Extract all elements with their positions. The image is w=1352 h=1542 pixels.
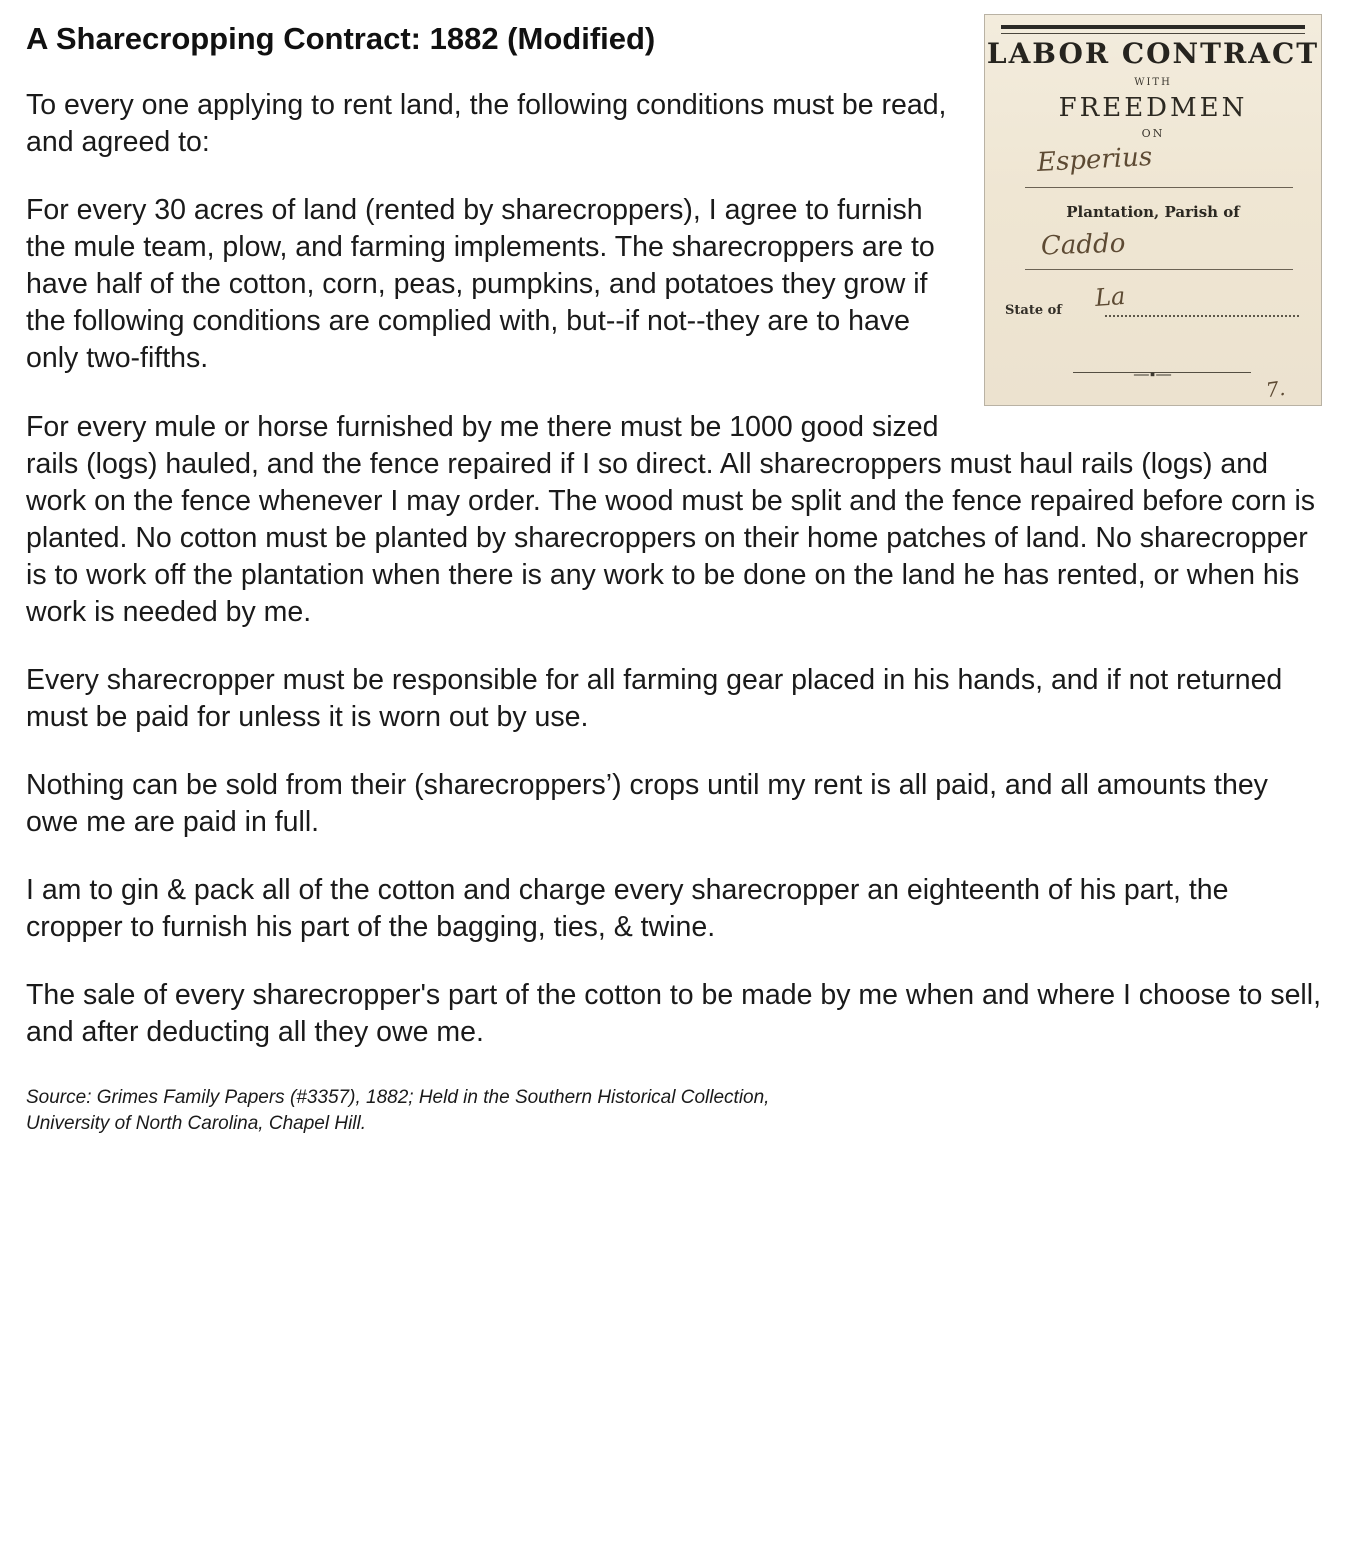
- paragraph-crop-sales: Nothing can be sold from their (sharecroppers’) crops until my rent is all paid, and all amounts they owe me are paid in full.: [26, 768, 1268, 838]
- paragraph-cotton-sale: The sale of every sharecropper's part of the cotton to be made by me when and where I choose to sell, and after deducting all they owe me.: [26, 979, 1321, 1049]
- contract-handwriting-state: La: [1094, 281, 1127, 313]
- paragraph-rails-and-fence: For every mule or horse furnished by me there must be 1000 good sized rails (logs) hauled, and the fence repaired if I so direct. All sharecroppers must haul rails (logs) and work on the fence whenever I may order. The wood must be split and the fence repaired before corn is planted. No cotton must be planted by sharecroppers on their home patches of land. No sharecropper is to work off the plantation when there is any work to be done on the land he has rented, or when his work is needed by me.: [26, 410, 1316, 628]
- contract-state-label: State of: [1005, 303, 1062, 318]
- contract-rule-2: [1025, 269, 1293, 270]
- paragraph-farming-gear: Every sharecropper must be responsible for all farming gear placed in his hands, and if not returned must be paid for unless it is worn out by use.: [26, 663, 1283, 733]
- paragraph-acreage-terms: For every 30 acres of land (rented by sharecroppers), I agree to furnish the mule team, plow, and farming implements. The sharecroppers are to have half of the cotton, corn, peas, pumpkins, and potatoes they grow if the following conditions are complied with, but--if not--they are to have only two-fifths.: [26, 194, 935, 375]
- page-title: A Sharecropping Contract: 1882 (Modified): [26, 21, 656, 56]
- contract-on-label: ON: [1141, 127, 1165, 140]
- contract-heading: LABOR CONTRACT: [986, 37, 1320, 70]
- labor-contract-image: [984, 14, 1322, 406]
- divider-top: [1001, 25, 1305, 29]
- contract-rule-1: [1025, 187, 1293, 188]
- source-line-2: University of North Carolina, Chapel Hill.: [26, 1112, 367, 1134]
- paragraph-ginning: I am to gin & pack all of the cotton and charge every sharecropper an eighteenth of his part, the cropper to furnish his part of the bagging, ties, & twine.: [26, 873, 1229, 944]
- labor-contract-card: [985, 15, 1321, 405]
- divider-top-secondary: [1001, 33, 1305, 34]
- contract-dotted-rule: [1105, 315, 1299, 317]
- contract-ornament: —▪—: [1133, 366, 1173, 383]
- contract-subject: FREEDMEN: [1058, 93, 1248, 123]
- source-citation: [26, 1085, 1322, 1136]
- contract-handwriting-number: 7.: [1264, 375, 1287, 403]
- paragraph-intro: To every one applying to rent land, the following conditions must be read, and agreed to:: [26, 89, 947, 159]
- source-line-1: Source: Grimes Family Papers (#3357), 1882; Held in the Southern Historical Collection,: [26, 1087, 770, 1109]
- contract-plantation-label: Plantation, Parish of: [1066, 203, 1240, 221]
- contract-with-label: WITH: [1134, 77, 1172, 88]
- contract-handwriting-parish: Caddo: [1040, 228, 1126, 262]
- contract-handwriting-name: Esperius: [1036, 142, 1153, 178]
